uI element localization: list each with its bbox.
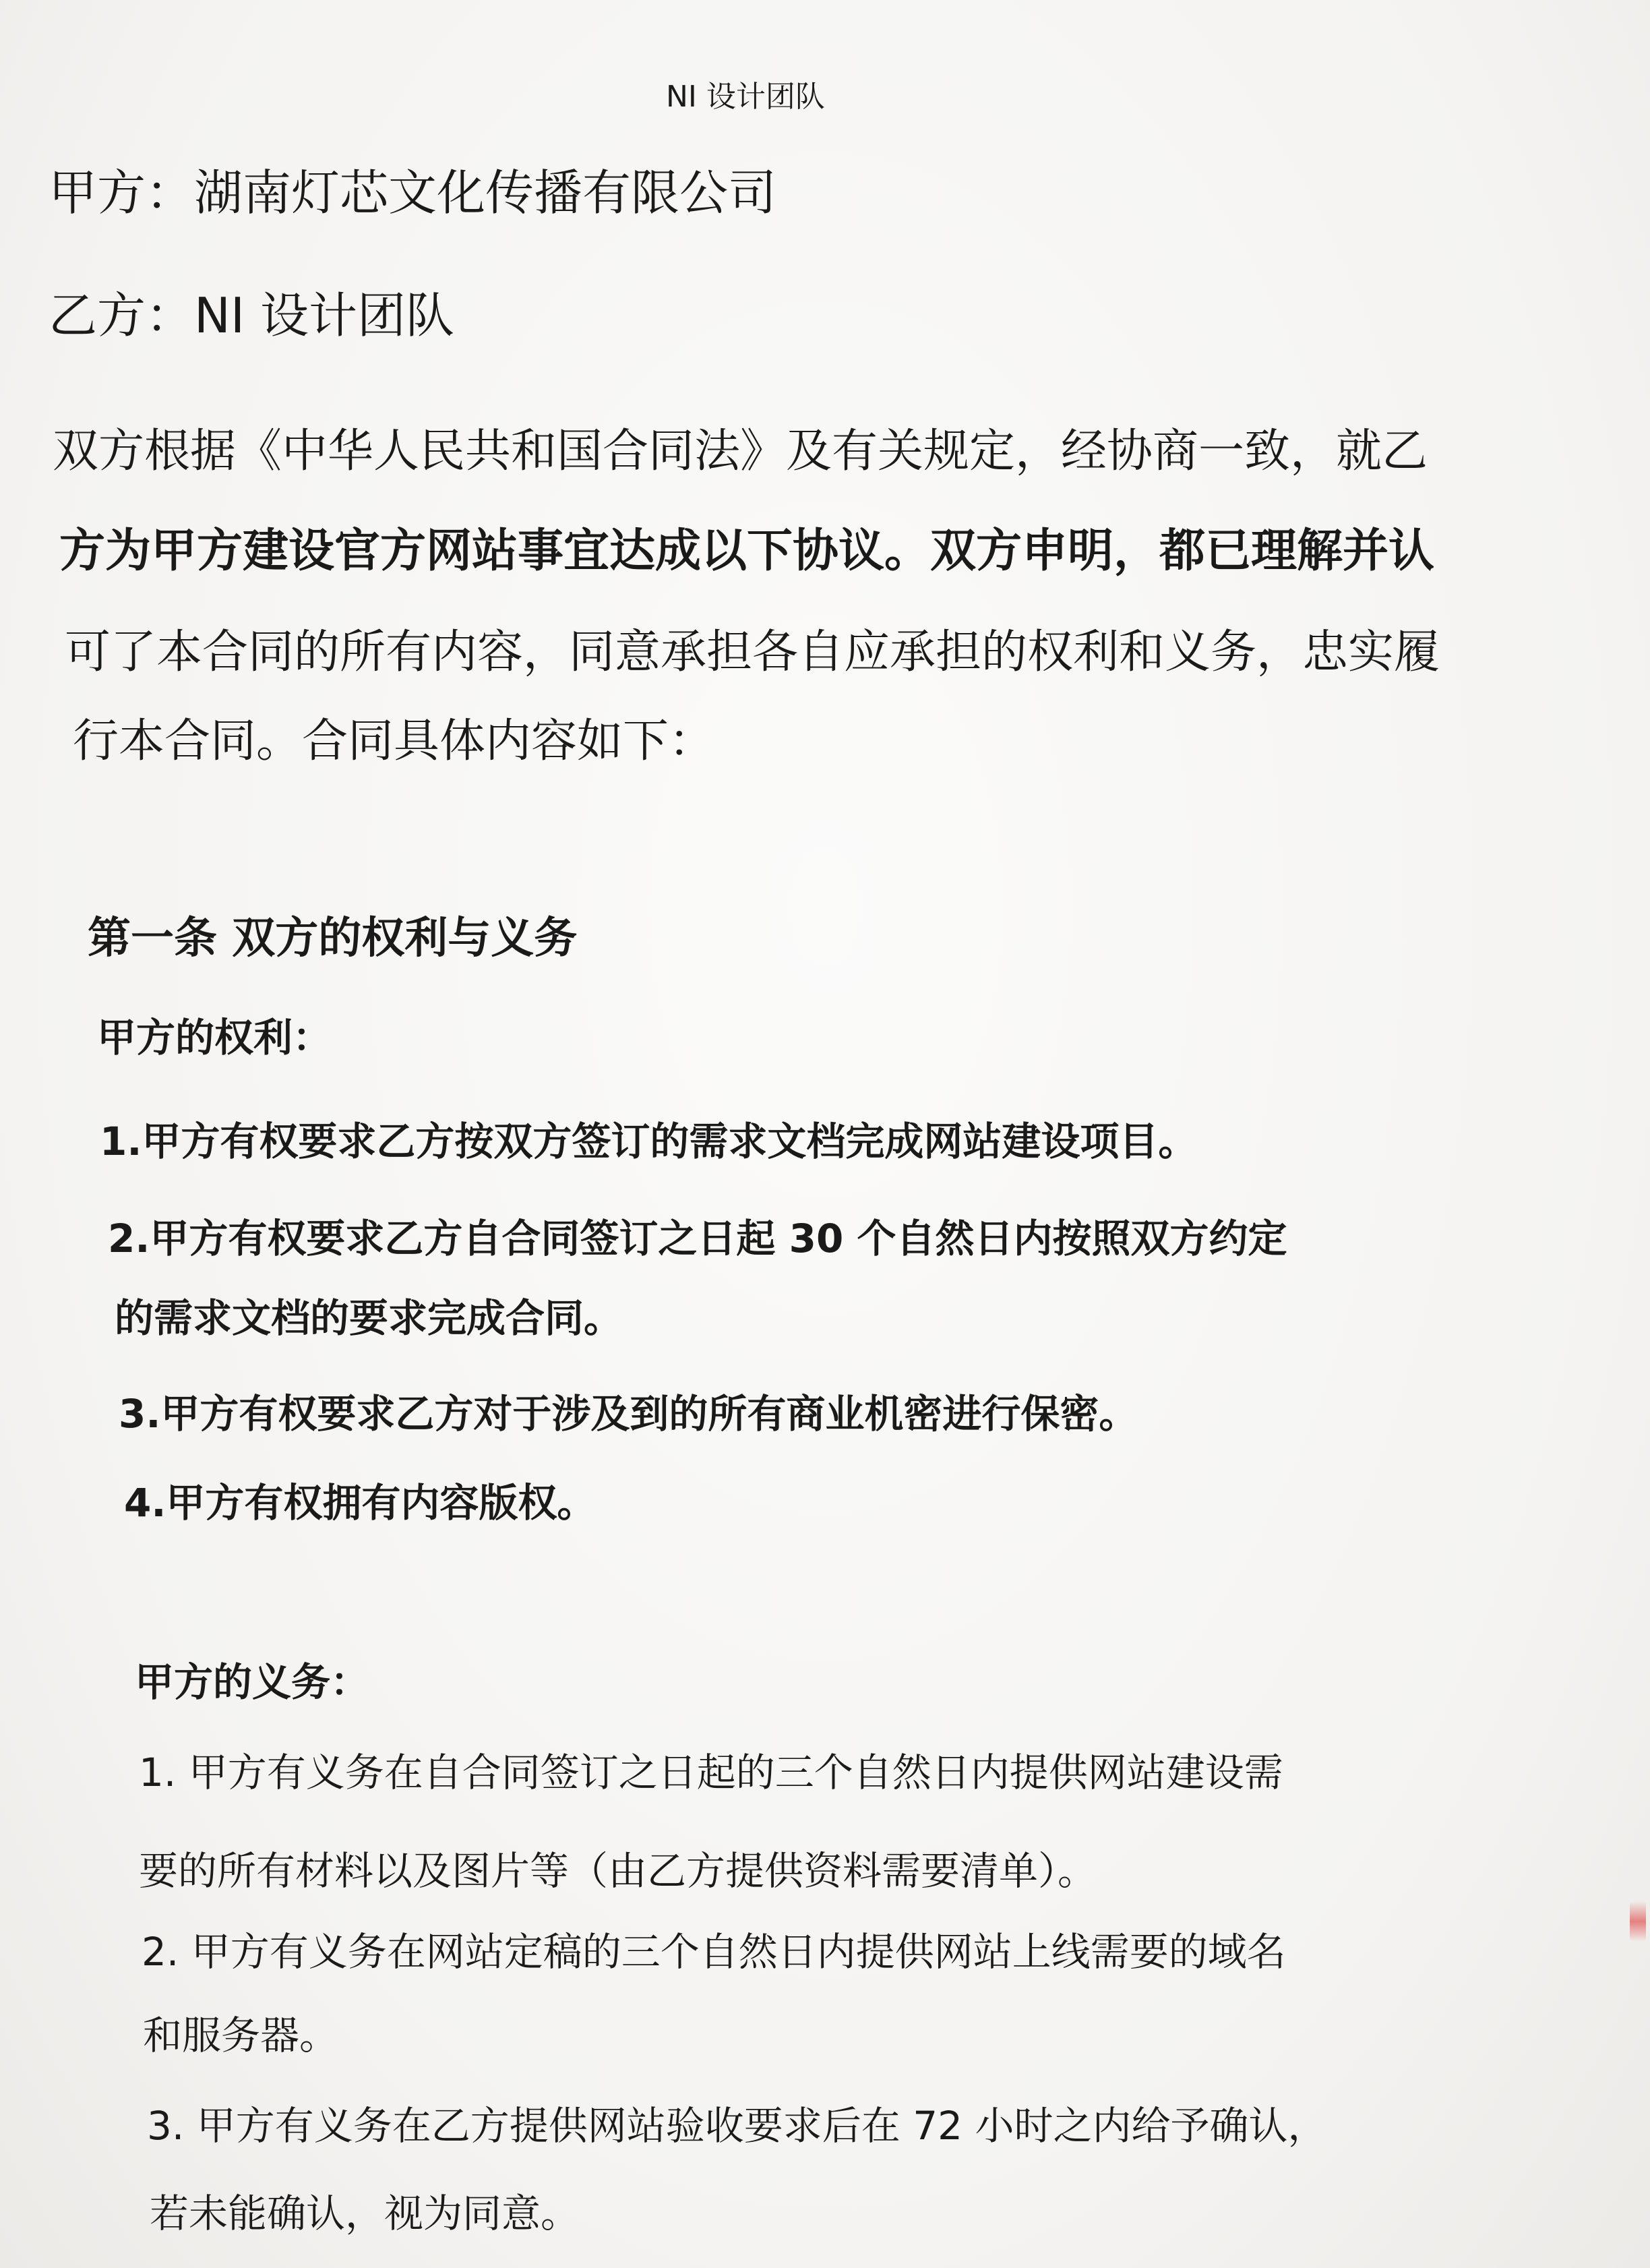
duties-item: 若未能确认，视为同意。 — [150, 2190, 580, 2236]
rights-item: 3.甲方有权要求乙方对于涉及到的所有商业机密进行保密。 — [119, 1391, 1138, 1437]
duties-item: 和服务器。 — [143, 2012, 339, 2058]
rights-item: 1.甲方有权要求乙方按双方签订的需求文档完成网站建设项目。 — [100, 1118, 1198, 1164]
page-header: NI 设计团队 — [666, 80, 825, 114]
preamble-line: 双方根据《中华人民共和国合同法》及有关规定，经协商一致，就乙 — [53, 425, 1428, 478]
duties-item: 3. 甲方有义务在乙方提供网站验收要求后在 72 小时之内给予确认， — [147, 2103, 1327, 2149]
article-title: 第一条 双方的权利与义务 — [88, 914, 578, 963]
rights-title: 甲方的权利： — [97, 1015, 332, 1061]
duties-item: 1. 甲方有义务在自合同签订之日起的三个自然日内提供网站建设需 — [139, 1750, 1283, 1795]
duties-item: 要的所有材料以及图片等（由乙方提供资料需要清单）。 — [139, 1848, 1097, 1894]
party-a: 甲方：湖南灯芯文化传播有限公司 — [49, 165, 777, 221]
rights-item: 4.甲方有权拥有内容版权。 — [124, 1480, 597, 1526]
preamble-line: 可了本合同的所有内容，同意承担各自应承担的权利和义务，忠实履 — [65, 626, 1440, 679]
preamble-line: 方为甲方建设官方网站事宜达成以下协议。双方申明，都已理解并认 — [59, 525, 1435, 578]
rights-item: 的需求文档的要求完成合同。 — [115, 1295, 623, 1341]
party-b: 乙方：NI 设计团队 — [49, 287, 454, 344]
seal-edge-mark — [1630, 1901, 1646, 1942]
duties-item: 2. 甲方有义务在网站定稿的三个自然日内提供网站上线需要的域名 — [142, 1929, 1286, 1975]
preamble-line: 行本合同。合同具体内容如下： — [73, 715, 715, 768]
rights-item: 2.甲方有权要求乙方自合同签订之日起 30 个自然日内按照双方约定 — [108, 1216, 1287, 1261]
duties-title: 甲方的义务： — [135, 1659, 370, 1705]
